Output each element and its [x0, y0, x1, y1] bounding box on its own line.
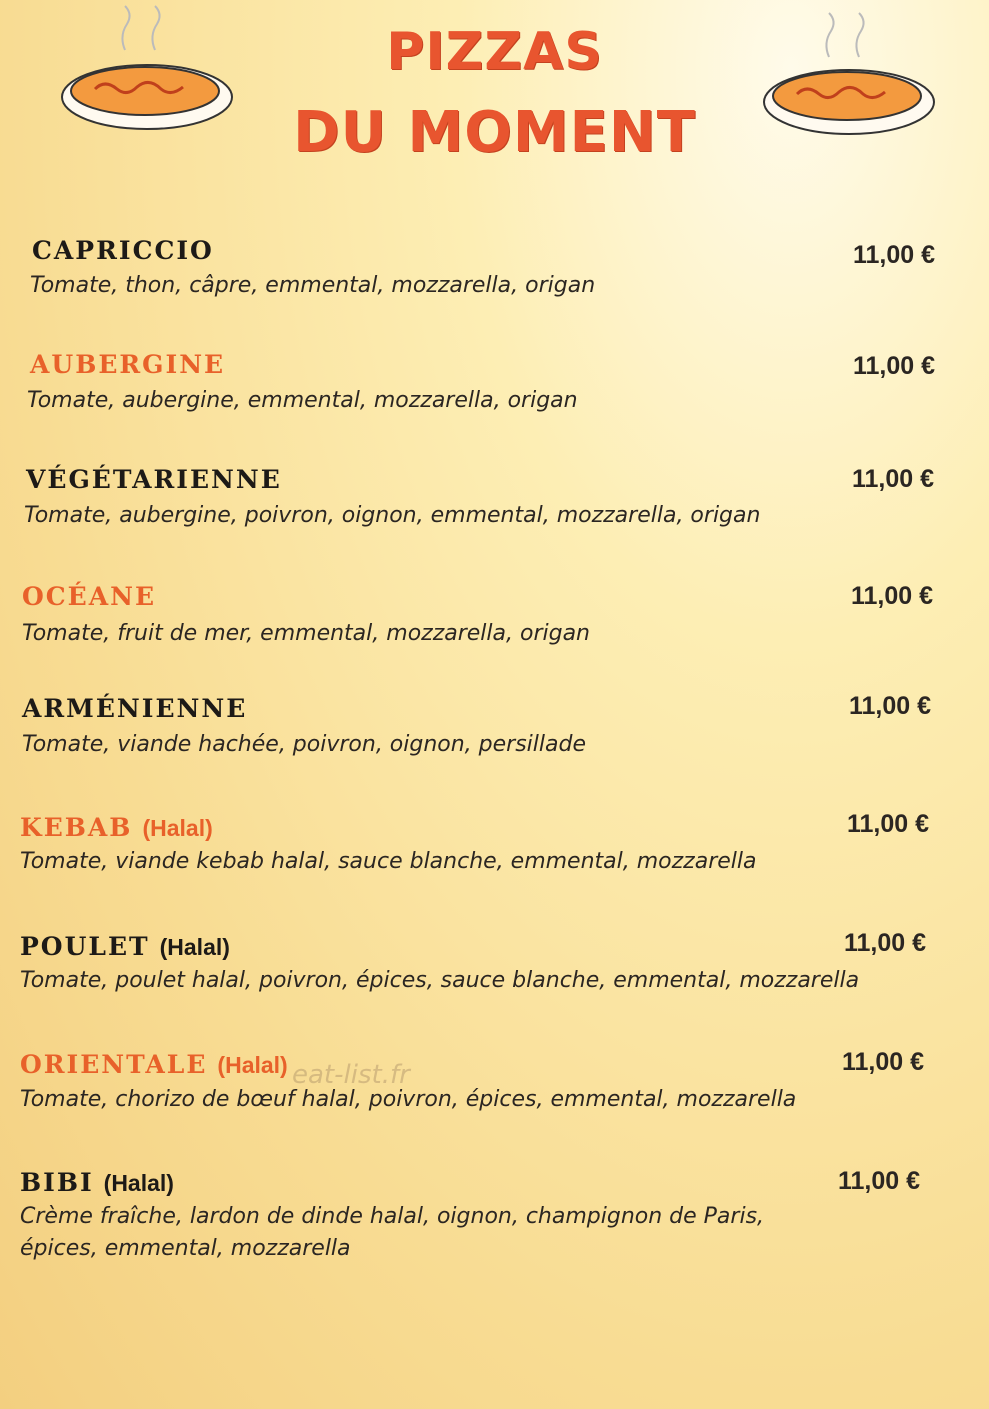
item-description-line1: Crème fraîche, lardon de dinde halal, oignon, champignon de Paris,: [20, 1204, 765, 1229]
item-description: Tomate, viande hachée, poivron, oignon, persillade: [22, 732, 586, 757]
item-name: BIBI: [20, 1168, 94, 1197]
item-name: ORIENTALE: [20, 1050, 208, 1079]
item-name: AUBERGINE: [30, 350, 226, 379]
item-price: 11,00 €: [849, 692, 932, 720]
item-price: 11,00 €: [852, 465, 935, 493]
halal-tag: (Halal): [142, 815, 213, 841]
item-name: OCÉANE: [22, 582, 157, 611]
halal-tag: (Halal): [159, 934, 230, 960]
item-name: CAPRICCIO: [32, 236, 214, 265]
item-description: Tomate, chorizo de bœuf halal, poivron, épices, emmental, mozzarella: [20, 1087, 797, 1112]
item-price: 11,00 €: [844, 929, 927, 957]
menu-item-armenienne: [0, 694, 989, 794]
item-description: [20, 1204, 764, 1261]
menu-item-kebab: [0, 810, 989, 913]
item-name: KEBAB: [20, 813, 133, 842]
item-price: 11,00 €: [853, 352, 936, 380]
item-price: 11,00 €: [853, 241, 936, 269]
item-price: 11,00 €: [851, 582, 934, 610]
item-description: Tomate, thon, câpre, emmental, mozzarella, origan: [30, 273, 596, 298]
item-description-line2: épices, emmental, mozzarella: [20, 1236, 351, 1261]
menu-item-aubergine: [0, 350, 989, 450]
item-description: Tomate, poulet halal, poivron, épices, sauce blanche, emmental, mozzarella: [20, 968, 860, 993]
item-description: Tomate, fruit de mer, emmental, mozzarella, origan: [22, 621, 591, 646]
item-price: 11,00 €: [838, 1167, 921, 1195]
item-name: ARMÉNIENNE: [22, 694, 248, 723]
halal-tag: (Halal): [103, 1170, 174, 1196]
item-price: 11,00 €: [847, 810, 930, 838]
item-description: Tomate, viande kebab halal, sauce blanche, emmental, mozzarella: [20, 849, 757, 874]
item-price: 11,00 €: [842, 1048, 925, 1076]
item-description: Tomate, aubergine, emmental, mozzarella, origan: [27, 388, 578, 413]
menu-item-capriccio: [0, 236, 989, 336]
item-name: VÉGÉTARIENNE: [26, 465, 282, 494]
menu-item-vegetarienne: [0, 465, 989, 565]
page-title-line2: DU MOMENT: [293, 100, 696, 165]
item-description: Tomate, aubergine, poivron, oignon, emmental, mozzarella, origan: [24, 503, 761, 528]
menu-item-bibi: [0, 1168, 989, 1268]
menu-item-poulet: [0, 929, 989, 1032]
halal-tag: (Halal): [217, 1052, 288, 1078]
item-name: POULET: [20, 932, 150, 961]
menu-item-oceane: [0, 582, 989, 682]
watermark: eat-list.fr: [292, 1060, 410, 1090]
menu-item-orientale: [0, 1050, 989, 1150]
page-title-line1: PIZZAS: [386, 22, 603, 82]
